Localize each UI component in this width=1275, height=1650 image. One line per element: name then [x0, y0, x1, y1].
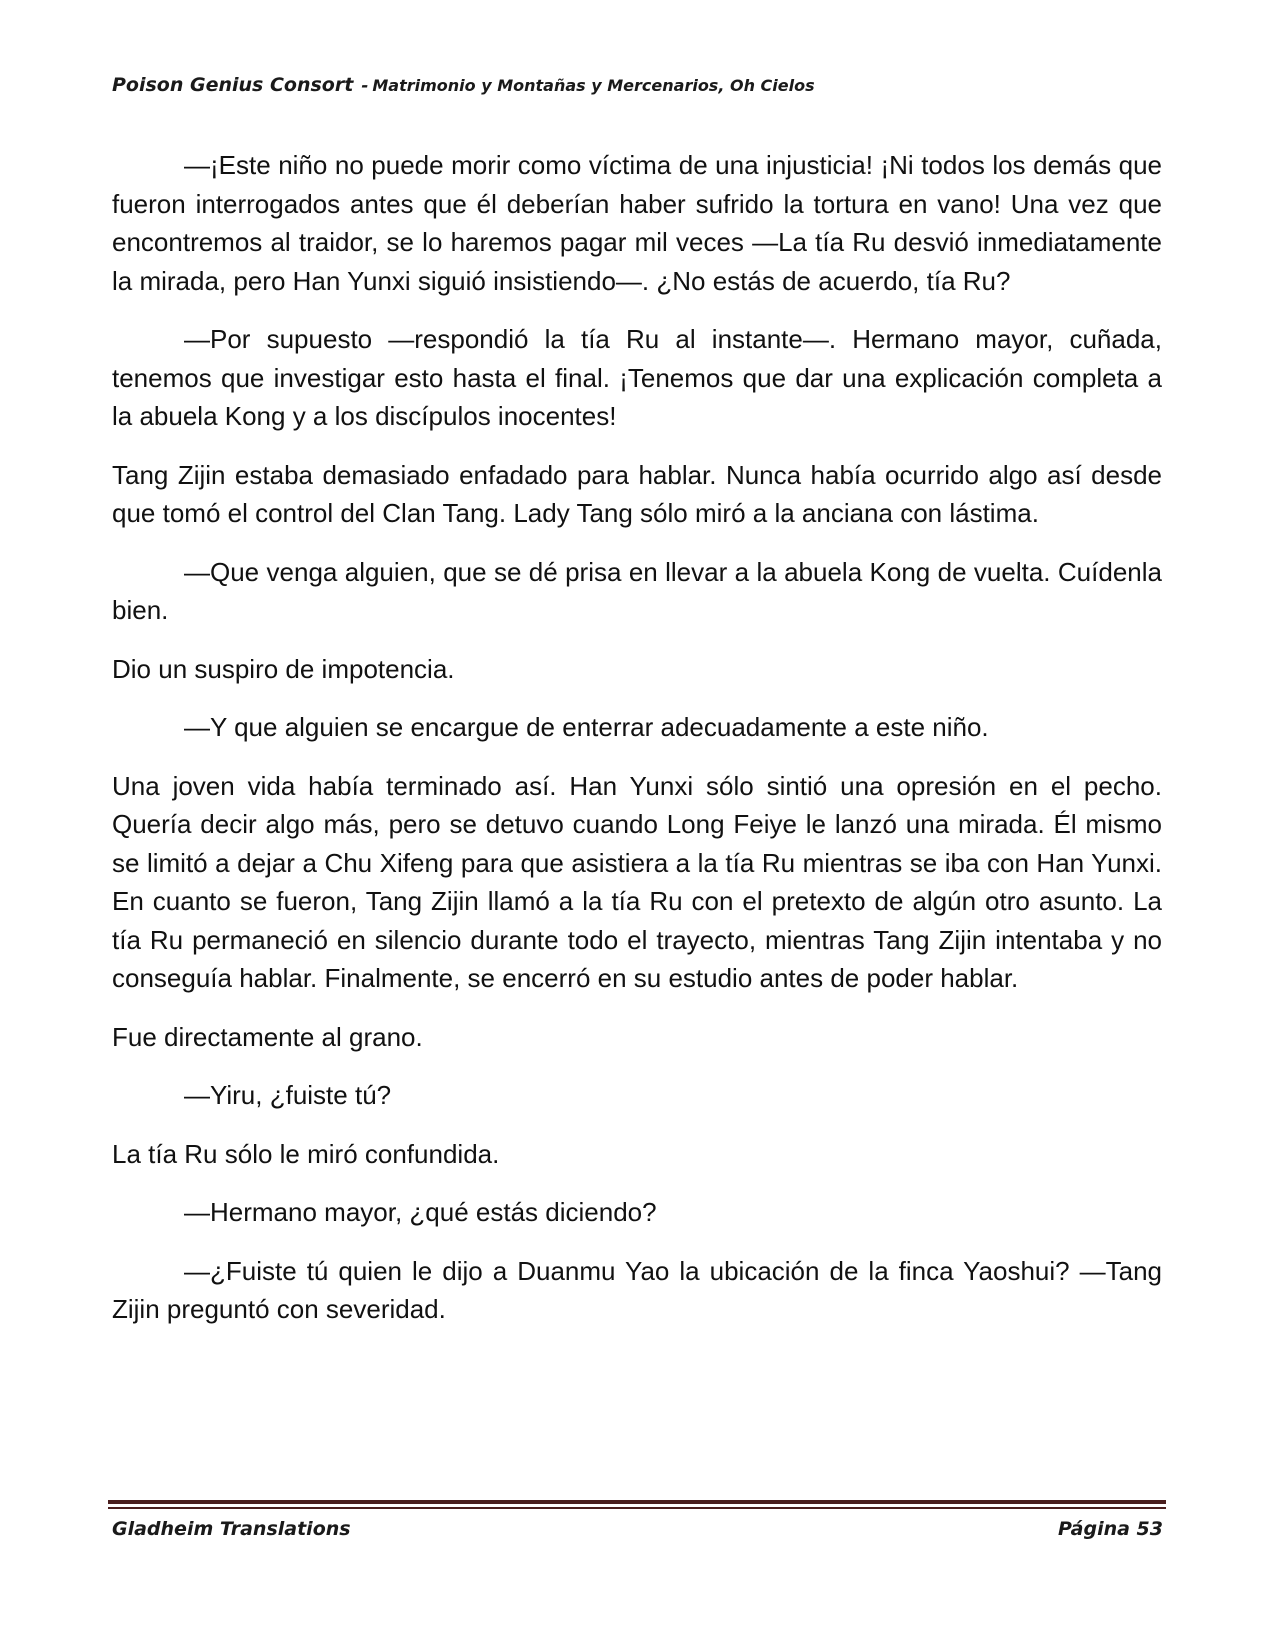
- header-separator: -: [361, 76, 369, 96]
- paragraph-7: Una joven vida había terminado así. Han Yunxi sólo sintió una opresión en el pecho. Quería decir algo más, pero se detuvo cuando Long Feiye le lanzó una mirada. Él mismo se limitó a dejar a Chu Xifeng para que asistiera a la tía Ru mientras se iba con Han Yunxi. En cuanto se fueron, Tang Zijin llamó a la tía Ru con el pretexto de algún otro asunto. La tía Ru permaneció en silencio durante todo el trayecto, mientras Tang Zijin intentaba y no conseguía hablar. Finalmente, se encerró en su estudio antes de poder hablar.: [112, 770, 1162, 993]
- running-header: [112, 74, 815, 96]
- paragraph-9: —Yiru, ¿fuiste tú?: [184, 1080, 392, 1110]
- paragraph-8: Fue directamente al grano.: [112, 1021, 423, 1052]
- footer-divider-thick: [108, 1500, 1166, 1504]
- paragraph-6: —Y que alguien se encargue de enterrar adecuadamente a este niño.: [184, 712, 989, 742]
- footer-translator: Gladheim Translations: [112, 1518, 351, 1540]
- paragraph-10: La tía Ru sólo le miró confundida.: [112, 1138, 500, 1169]
- footer-page-number: Página 53: [1057, 1518, 1163, 1540]
- paragraph-12: —¿Fuiste tú quien le dijo a Duanmu Yao la ubicación de la finca Yaoshui? —Tang Zijin preguntó con severidad.: [112, 1255, 1162, 1324]
- paragraph-3: Tang Zijin estaba demasiado enfadado para hablar. Nunca había ocurrido algo así desde que tomó el control del Clan Tang. Lady Tang sólo miró a la anciana con lástima.: [112, 459, 1162, 528]
- footer-divider-thin: [108, 1507, 1166, 1509]
- header-book-title: Poison Genius Consort: [112, 74, 354, 96]
- paragraph-2: —Por supuesto —respondió la tía Ru al instante—. Hermano mayor, cuñada, tenemos que investigar esto hasta el final. ¡Tenemos que dar una explicación completa a la abuela Kong y a los discípulos inocentes!: [112, 324, 1162, 431]
- paragraph-1: —¡Este niño no puede morir como víctima de una injusticia! ¡Ni todos los demás que fueron interrogados antes que él deberían haber sufrido la tortura en vano! Una vez que encontremos al traidor, se lo haremos pagar mil veces —La tía Ru desvió inmediatamente la mirada, pero Han Yunxi siguió insistiendo—. ¿No estás de acuerdo, tía Ru?: [112, 150, 1162, 296]
- paragraph-11: —Hermano mayor, ¿qué estás diciendo?: [184, 1197, 657, 1227]
- paragraph-4: —Que venga alguien, que se dé prisa en llevar a la abuela Kong de vuelta. Cuídenla bien.: [112, 556, 1162, 625]
- page-body: [112, 146, 1162, 1349]
- paragraph-5: Dio un suspiro de impotencia.: [112, 653, 455, 684]
- header-chapter-title: Matrimonio y Montañas y Mercenarios, Oh Cielos: [372, 76, 815, 95]
